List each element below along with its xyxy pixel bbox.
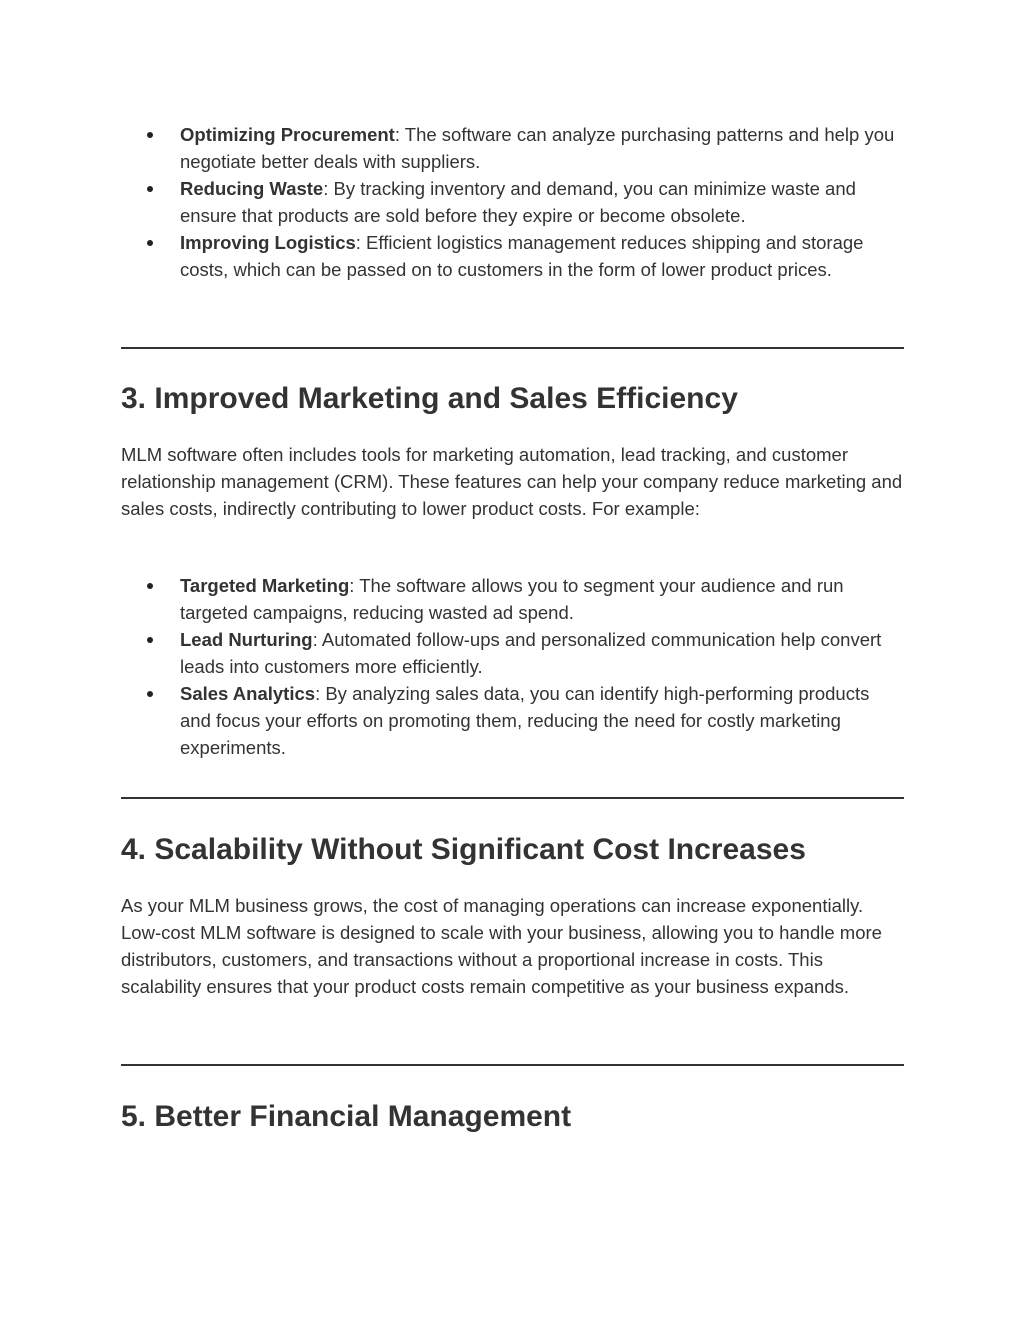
list-item-text: : Automated follow-ups and personalized communication help convert leads into customers more efficiently.	[180, 629, 882, 677]
list-item-term: Optimizing Procurement	[180, 124, 395, 145]
marketing-list	[121, 572, 904, 761]
list-item	[121, 229, 904, 283]
list-item-text: : By tracking inventory and demand, you can minimize waste and ensure that products are sold before they expire or become obsolete.	[180, 178, 856, 226]
benefits-list	[121, 121, 904, 283]
list-item-term: Lead Nurturing	[180, 629, 313, 650]
list-item-term: Sales Analytics	[180, 683, 316, 704]
section-heading: 3. Improved Marketing and Sales Efficiency	[121, 382, 738, 415]
list-item	[121, 572, 904, 626]
list-item-term: Targeted Marketing	[180, 575, 350, 596]
list-item-term: Reducing Waste	[180, 178, 324, 199]
list-item	[121, 175, 904, 229]
horizontal-divider	[121, 797, 904, 799]
list-item	[121, 121, 904, 175]
list-item	[121, 626, 904, 680]
list-item-text: : Efficient logistics management reduces shipping and storage costs, which can be passed on to customers in the form of lower product prices.	[180, 232, 864, 280]
list-item-text: : The software allows you to segment your audience and run targeted campaigns, reducing wasted ad spend.	[180, 575, 844, 623]
section-heading: 4. Scalability Without Significant Cost Increases	[121, 833, 806, 866]
list-item-text: : By analyzing sales data, you can identify high-performing products and focus your efforts on promoting them, reducing the need for costly marketing experiments.	[180, 683, 870, 758]
section-paragraph: As your MLM business grows, the cost of managing operations can increase exponentially. Low-cost MLM software is designed to scale with your business, allowing you to handle more distributors, customers, and transactions without a proportional increase in costs. This scalability ensures that your product costs remain competitive as your business expands.	[121, 895, 882, 997]
horizontal-divider	[121, 347, 904, 349]
section-heading: 5. Better Financial Management	[121, 1100, 572, 1133]
list-item-text: : The software can analyze purchasing patterns and help you negotiate better deals with suppliers.	[180, 124, 895, 172]
section-paragraph: MLM software often includes tools for marketing automation, lead tracking, and customer relationship management (CRM). These features can help your company reduce marketing and sales costs, indirectly contributing to lower product costs. For example:	[121, 444, 903, 519]
list-item	[121, 680, 904, 761]
list-item-term: Improving Logistics	[180, 232, 356, 253]
horizontal-divider	[121, 1064, 904, 1066]
